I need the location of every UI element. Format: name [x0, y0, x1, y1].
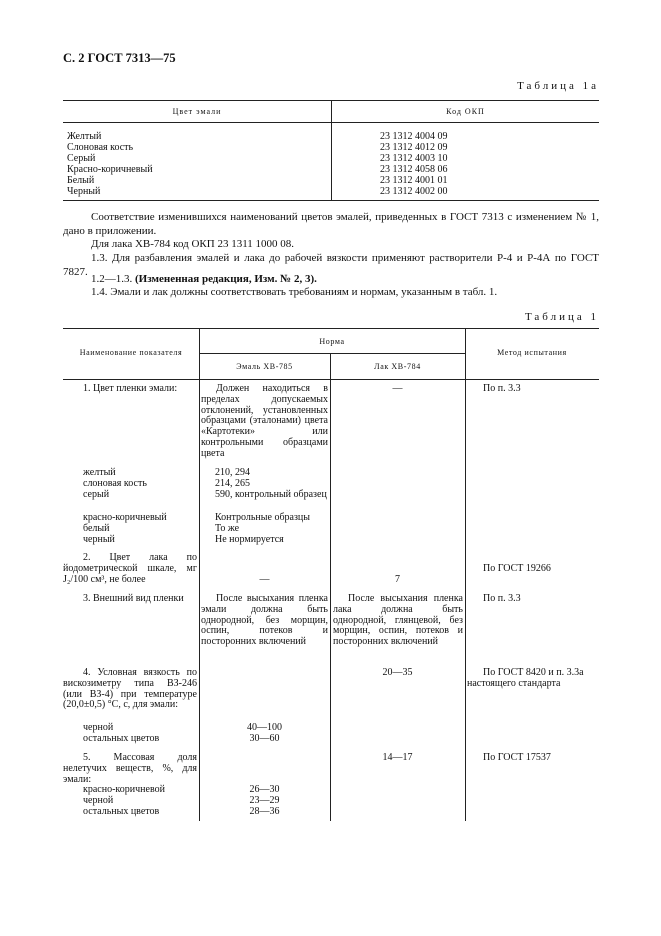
header-name: Наименование показателя — [79, 348, 183, 357]
row4-name: 4. Условная вязкость по вискозиметру типа ВЗ-246 (или ВЗ-4) при температуре (20,0±0,5) °С, с, для эмали: — [63, 667, 197, 711]
table-1-caption: Таблица 1 — [524, 311, 599, 323]
row4-lacquer: 20—35 — [382, 667, 413, 678]
row1-name: 1. Цвет пленки эмали: — [83, 383, 178, 394]
table-1a-caption: Таблица 1а — [517, 80, 599, 92]
row5-sub-value: 28—36 — [249, 806, 280, 817]
row2-enamel: — — [259, 574, 270, 585]
table-row — [63, 142, 599, 153]
row5-sub-name: остальных цветов — [83, 806, 160, 817]
row1-sub-name: желтый — [83, 467, 116, 478]
rule — [199, 353, 465, 354]
row3-method: По п. 3.3 — [483, 593, 521, 604]
row4-sub-name: черной — [83, 722, 114, 733]
row1-sub-name: слоновая кость — [83, 478, 147, 489]
color-cell: Черный — [63, 186, 332, 201]
row1-sub-value: 210, 294 — [215, 467, 250, 478]
row2-lacquer: 7 — [395, 574, 400, 585]
row3-enamel: После высыхания пленка эмали должна быть однородной, без морщин, оспин, потеков и посторонних включений — [201, 593, 328, 648]
row2-name-line2: J₂/100 см³, не более — [63, 574, 146, 585]
row1-sub-value: То же — [215, 523, 240, 534]
row1-sub-name: черный — [83, 534, 115, 545]
header-method: Метод испытания — [497, 348, 567, 357]
paragraph-1-4: 1.4. Эмали и лак должны соответствовать требованиям и нормам, указанным в табл. 1. — [91, 286, 498, 298]
code-cell: 23 1312 4002 00 — [332, 186, 600, 201]
row5-sub-value: 23—29 — [249, 795, 280, 806]
row1-sub-name: белый — [83, 523, 110, 534]
table-row — [63, 175, 599, 186]
paragraph-compliance: Соответствие изменившихся наименований цветов эмалей, приведенных в ГОСТ 7313 с изменением № 1, дано в приложении. — [63, 211, 599, 237]
row5-sub-name: черной — [83, 795, 114, 806]
revision-note: (Измененная редакция, Изм. № 2, 3). — [135, 273, 317, 285]
col-header-color: Цвет эмали — [63, 101, 332, 123]
table-row — [63, 153, 599, 164]
color-cell: Слоновая кость — [67, 142, 134, 153]
row2-name-line1: 2. Цвет лака по йодометрической шкале, мг — [63, 552, 197, 574]
row4-method: По ГОСТ 8420 и п. 3.3а настоящего стандарта — [467, 667, 584, 689]
code-cell: 23 1312 4012 09 — [332, 142, 600, 153]
header-norm: Норма — [319, 337, 345, 346]
table-1a — [63, 100, 599, 201]
code-cell: 23 1312 4058 06 — [332, 164, 600, 175]
row4-sub-value: 40—100 — [247, 722, 282, 733]
color-cell: Красно-коричневый — [67, 164, 153, 175]
row1-method: По п. 3.3 — [483, 383, 521, 394]
header-enamel: Эмаль ХВ-785 — [236, 362, 293, 371]
paragraph-okp-code: Для лака ХВ-784 код ОКП 23 1311 1000 08. — [91, 238, 295, 250]
revision-ref: 1.2—1.3. — [91, 273, 135, 285]
rule — [63, 328, 599, 329]
table-row — [63, 123, 599, 143]
row1-sub-value: Контрольные образцы — [215, 512, 310, 523]
row5-sub-value: 26—30 — [249, 784, 280, 795]
paragraph-1-3: 1.3. Для разбавления эмалей и лака до рабочей вязкости применяют растворители Р-4 и Р-4А по ГОСТ 7827. — [63, 252, 599, 278]
row5-lacquer: 14—17 — [382, 752, 413, 763]
rule — [330, 353, 331, 821]
row3-lacquer: После высыхания пленка лака должна быть однородной, глянцевой, без морщин, оспин, потеков и посторонних включений — [333, 593, 463, 648]
code-cell: 23 1312 4004 09 — [332, 123, 600, 143]
row5-name: 5. Массовая доля нелетучих веществ, %, для эмали: — [63, 752, 197, 785]
row1-sub-name: серый — [83, 489, 110, 500]
page-header: С. 2 ГОСТ 7313—75 — [63, 51, 176, 65]
row5-sub-name: красно-коричневой — [83, 784, 165, 795]
color-cell: Белый — [67, 175, 95, 186]
col-header-code: Код ОКП — [332, 101, 600, 123]
row4-sub-value: 30—60 — [249, 733, 280, 744]
row3-name: 3. Внешний вид пленки — [83, 593, 184, 604]
row1-sub-value: Не нормируется — [215, 534, 284, 545]
row1-lacquer: — — [392, 383, 403, 394]
rule — [63, 379, 599, 380]
table-row — [63, 164, 599, 175]
rule — [465, 328, 466, 821]
code-cell: 23 1312 4003 10 — [332, 153, 600, 164]
row5-method: По ГОСТ 17537 — [483, 752, 551, 763]
paragraph-revision — [63, 273, 599, 287]
row1-sub-value: 590, контрольный образец — [215, 489, 327, 500]
code-cell: 23 1312 4001 01 — [332, 175, 600, 186]
header-lacquer: Лак ХВ-784 — [374, 362, 421, 371]
table-row — [63, 186, 599, 201]
row2-method: По ГОСТ 19266 — [483, 563, 551, 574]
row1-sub-value: 214, 265 — [215, 478, 250, 489]
row1-enamel: Должен находиться в пределах допускаемых отклонений, установленных образцами (эталонами) цвета «Картотеки» или контрольными образцами цвета — [201, 383, 328, 459]
row4-sub-name: остальных цветов — [83, 733, 160, 744]
color-cell: Серый — [67, 153, 96, 164]
color-cell: Желтый — [67, 131, 102, 142]
row1-sub-name: красно-коричневый — [83, 512, 167, 523]
